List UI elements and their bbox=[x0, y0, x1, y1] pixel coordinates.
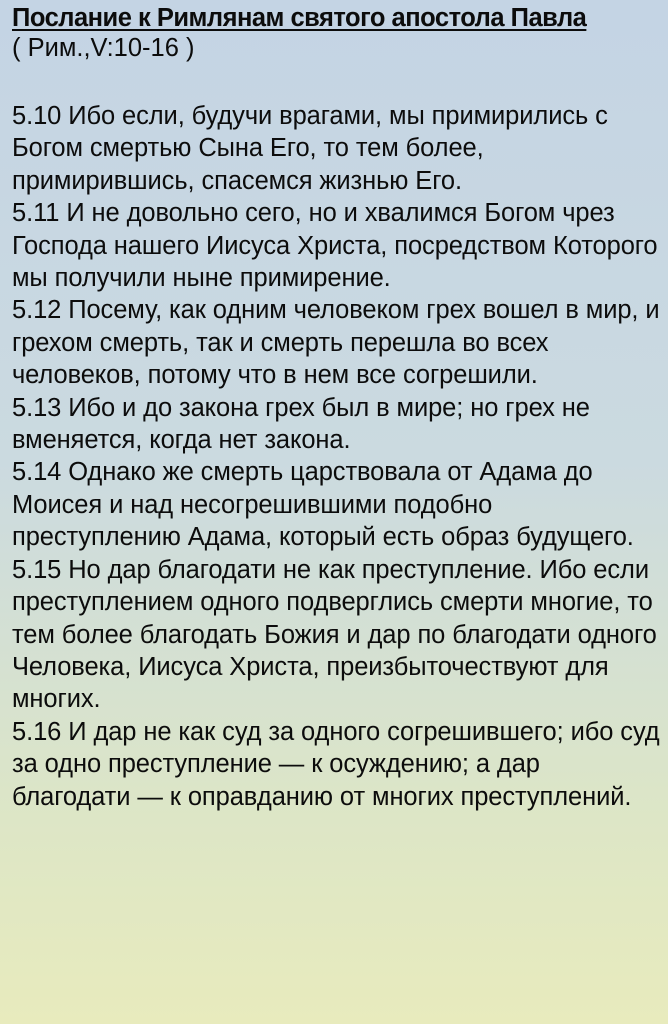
verse-number: 5.15 bbox=[12, 555, 62, 584]
scripture-reference: ( Рим.,V:10-16 ) bbox=[12, 34, 195, 62]
verse-text: Ибо и до закона грех был в мире; но грех не вменяется, когда нет закона. bbox=[12, 393, 590, 455]
verse-5-14 bbox=[12, 456, 660, 553]
verse-text: Однако же смерть царствовала от Адама до Моисея и над несогрешившими подобно преступлению Адама, который есть образ будущего. bbox=[12, 458, 634, 552]
verse-text: И не довольно сего, но и хвалимся Богом чрез Господа нашего Иисуса Христа, посредством Которого мы получили ныне примирение. bbox=[12, 199, 658, 293]
verse-5-11 bbox=[12, 197, 660, 294]
verse-text: И дар не как суд за одного согрешившего; ибо суд за одно преступление — к осуждению; а дар благодати — к оправданию от многих преступлений. bbox=[12, 717, 660, 811]
document-title: Послание к Римлянам святого апостола Павла bbox=[12, 4, 587, 32]
verse-number: 5.12 bbox=[12, 296, 62, 325]
verse-number: 5.14 bbox=[12, 458, 62, 487]
verse-number: 5.10 bbox=[12, 102, 62, 130]
verse-text: Но дар благодати не как преступление. Ибо если преступлением одного подверглись смерти многие, то тем более благодать Божия и дар по благодати одного Человека, Иисуса Христа, преизбыточествуют для многих. bbox=[12, 555, 657, 714]
verse-number: 5.16 bbox=[12, 717, 62, 746]
verse-5-15 bbox=[12, 554, 660, 716]
verse-5-16 bbox=[12, 716, 660, 813]
verse-text: Посему, как одним человеком грех вошел в мир, и грехом смерть, так и смерть перешла во всех человеков, потому что в нем все согрешили. bbox=[12, 296, 660, 390]
verse-number: 5.13 bbox=[12, 393, 62, 422]
verse-number: 5.11 bbox=[12, 199, 60, 228]
verse-text: Ибо если, будучи врагами, мы примирились с Богом смертью Сына Его, то тем более, примирившись, спасемся жизнью Его. bbox=[12, 102, 608, 195]
verse-5-10 bbox=[12, 100, 660, 197]
verse-5-13 bbox=[12, 392, 660, 457]
verse-5-12 bbox=[12, 294, 660, 391]
verse-list bbox=[12, 100, 660, 813]
